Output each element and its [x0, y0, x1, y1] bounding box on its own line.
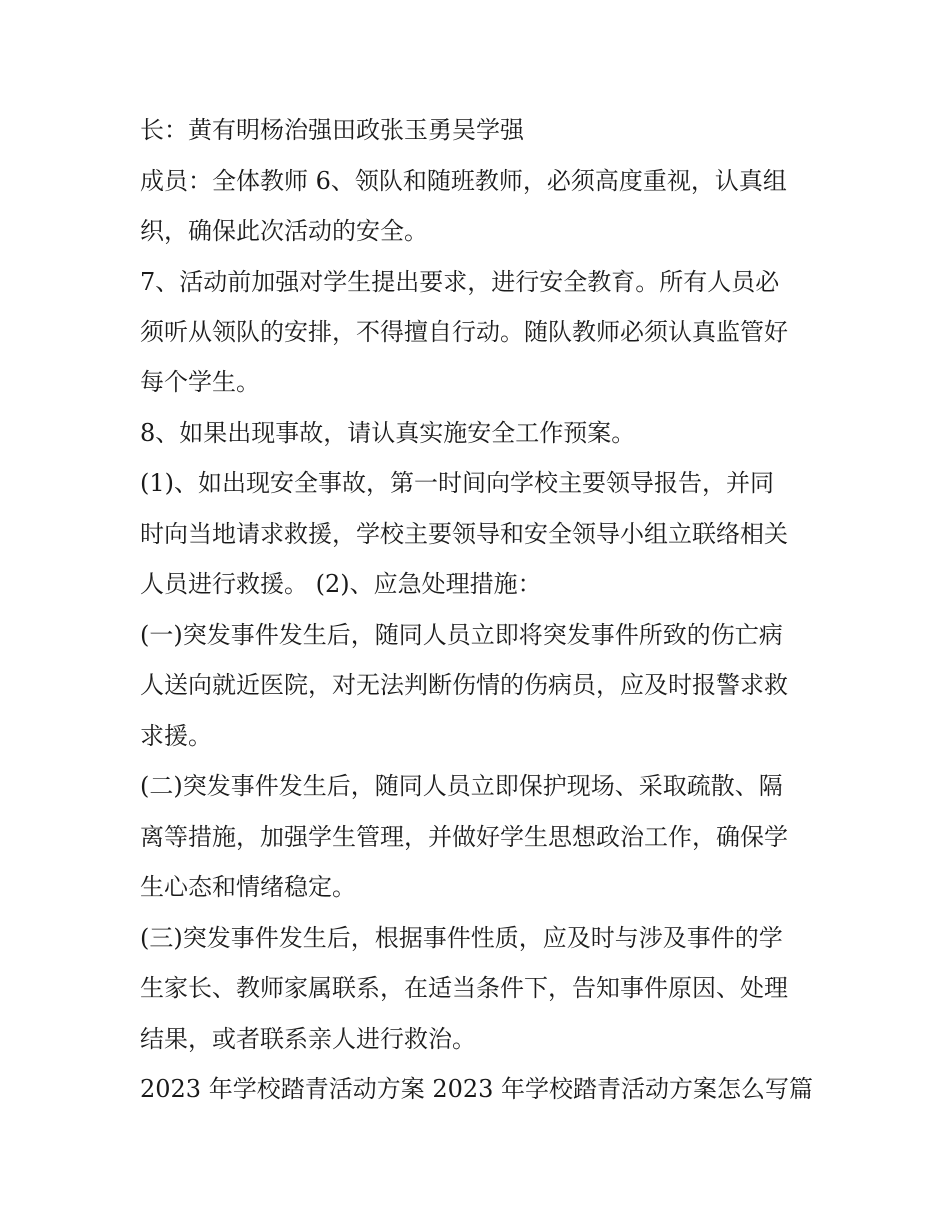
text-line: 人送向就近医院，对无法判断伤情的伤病员，应及时报警求救 — [140, 671, 788, 699]
text-line: 生家长、教师家属联系，在适当条件下，告知事件原因、处理 — [140, 974, 788, 1002]
text-line: 8、如果出现事故，请认真实施安全工作预案。 — [140, 419, 636, 447]
text-line: (三)突发事件发生后，根据事件性质，应及时与涉及事件的学 — [140, 924, 783, 952]
text-line: 离等措施，加强学生管理，并做好学生思想政治工作，确保学 — [140, 823, 788, 851]
text-line: 每个学生。 — [140, 368, 260, 396]
text-line: 生心态和情绪稳定。 — [140, 873, 356, 901]
text-line: 7、活动前加强对学生提出要求，进行安全教育。所有人员必 — [140, 268, 780, 296]
text-line: 织，确保此次活动的安全。 — [140, 217, 428, 245]
text-line: 求援。 — [140, 722, 212, 750]
text-line: 结果，或者联系亲人进行救治。 — [140, 1025, 476, 1053]
text-line: 2023 年学校踏青活动方案 2023 年学校踏青活动方案怎么写篇 — [140, 1075, 814, 1103]
text-line: 时向当地请求救援，学校主要领导和安全领导小组立联络相关 — [140, 520, 788, 548]
text-line: 成员：全体教师 6、领队和随班教师，必须高度重视，认真组 — [140, 167, 787, 195]
text-line: 人员进行救援。 (2)、应急处理措施： — [140, 570, 542, 598]
text-line: (1)、如出现安全事故，第一时间向学校主要领导报告，并同 — [140, 469, 774, 497]
text-line: 长：黄有明杨治强田政张玉勇吴学强 — [140, 116, 524, 144]
text-line: (一)突发事件发生后，随同人员立即将突发事件所致的伤亡病 — [140, 621, 783, 649]
text-line: 须听从领队的安排，不得擅自行动。随队教师必须认真监管好 — [140, 318, 788, 346]
text-line: (二)突发事件发生后，随同人员立即保护现场、采取疏散、隔 — [140, 772, 783, 800]
